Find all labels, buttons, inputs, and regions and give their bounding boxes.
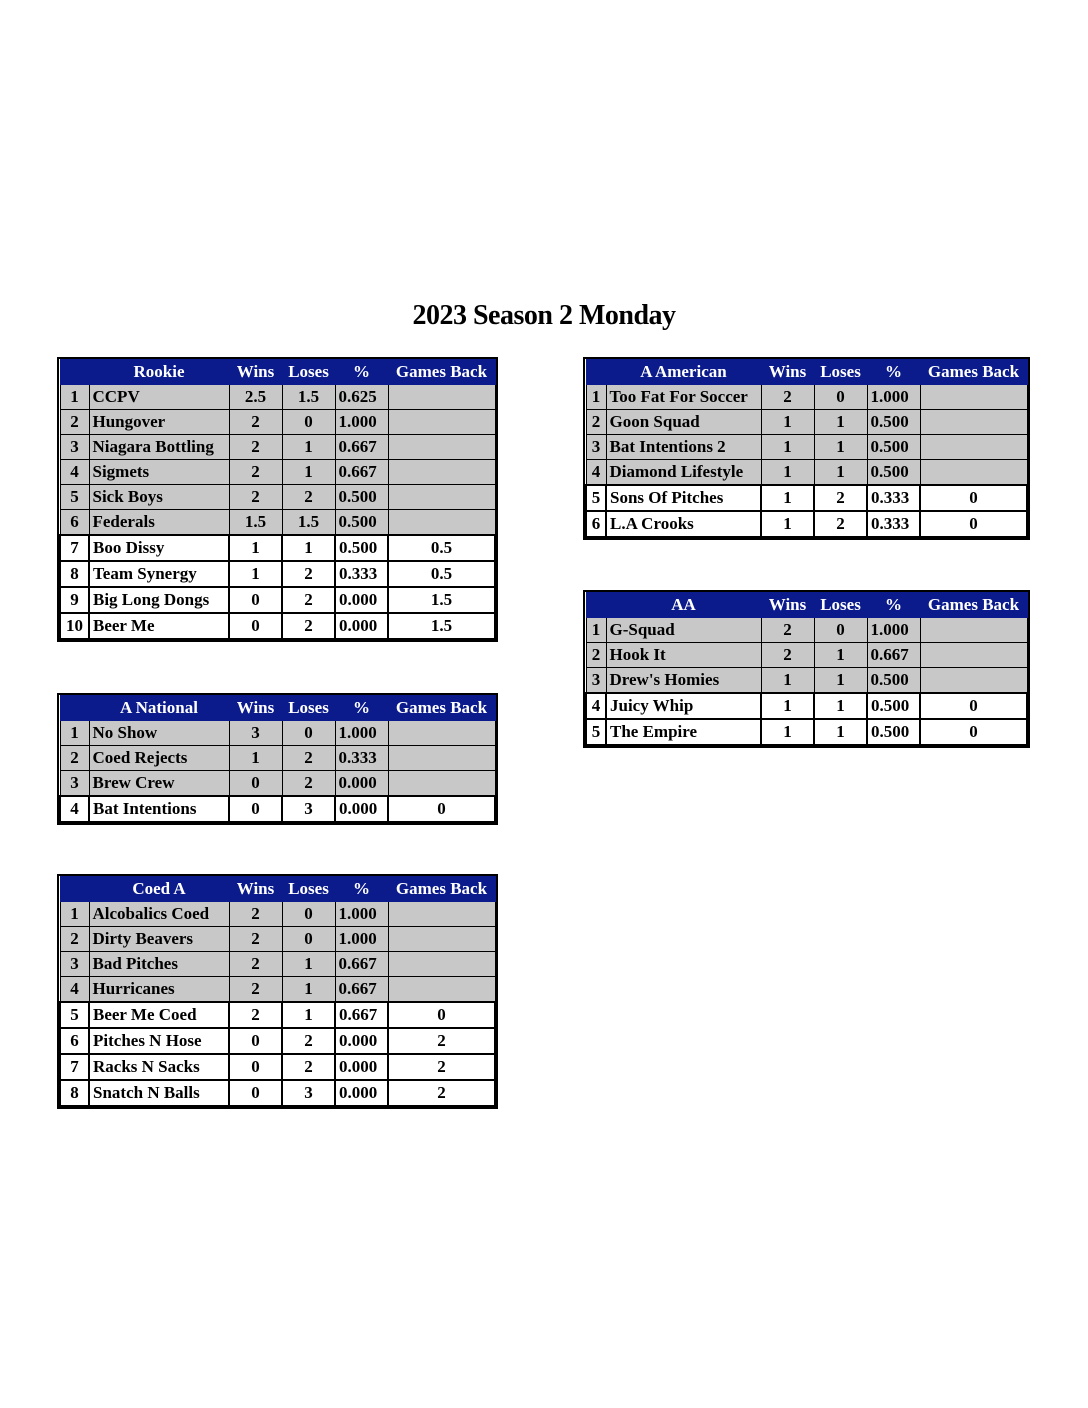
team-name: The Empire <box>606 719 761 745</box>
table-row <box>60 771 495 797</box>
team-name: Sick Boys <box>89 485 229 510</box>
wins-cell: 0 <box>229 613 282 639</box>
pct-cell: 0.500 <box>335 485 388 510</box>
loses-cell: 1.5 <box>282 385 335 410</box>
division-name: Rookie <box>89 360 229 385</box>
th-rank-blank <box>60 360 89 385</box>
games-back-cell <box>388 746 495 771</box>
wins-cell: 2 <box>229 977 282 1003</box>
th-rank-blank <box>586 593 606 618</box>
rank-cell: 1 <box>586 385 606 410</box>
team-name: Federals <box>89 510 229 536</box>
table-row <box>586 410 1027 435</box>
rank-cell: 3 <box>60 771 89 797</box>
wins-cell: 0 <box>229 1080 282 1106</box>
pct-cell: 0.000 <box>335 796 388 822</box>
pct-cell: 0.625 <box>335 385 388 410</box>
games-back-cell <box>920 668 1027 694</box>
team-name: Sons Of Pitches <box>606 485 761 511</box>
standings-table-aa <box>585 592 1028 746</box>
wins-cell: 1 <box>761 511 814 537</box>
table-row <box>586 643 1027 668</box>
loses-cell: 1 <box>282 952 335 977</box>
division-name: AA <box>606 593 761 618</box>
wins-cell: 2 <box>229 952 282 977</box>
games-back-cell: 0 <box>920 719 1027 745</box>
column-header-games-back: Games Back <box>388 696 495 721</box>
th-rank-blank <box>586 360 606 385</box>
wins-cell: 1 <box>761 668 814 694</box>
loses-cell: 3 <box>282 1080 335 1106</box>
column-header-games-back: Games Back <box>920 360 1027 385</box>
team-name: Big Long Dongs <box>89 587 229 613</box>
games-back-cell <box>388 385 495 410</box>
team-name: Hook It <box>606 643 761 668</box>
team-name: Too Fat For Soccer <box>606 385 761 410</box>
wins-cell: 0 <box>229 1028 282 1054</box>
table-row <box>586 511 1027 537</box>
loses-cell: 2 <box>282 771 335 797</box>
games-back-cell <box>388 927 495 952</box>
loses-cell: 0 <box>282 927 335 952</box>
games-back-cell: 1.5 <box>388 613 495 639</box>
table-row <box>60 952 495 977</box>
loses-cell: 1 <box>814 460 867 486</box>
th-rank-blank <box>60 877 89 902</box>
table-row <box>60 485 495 510</box>
table-row <box>60 796 495 822</box>
wins-cell: 2 <box>229 485 282 510</box>
rank-cell: 2 <box>60 410 89 435</box>
games-back-cell: 0 <box>388 796 495 822</box>
rank-cell: 1 <box>60 721 89 746</box>
pct-cell: 0.667 <box>335 952 388 977</box>
loses-cell: 1 <box>814 719 867 745</box>
team-name: Team Synergy <box>89 561 229 587</box>
games-back-cell <box>388 485 495 510</box>
column-header-wins: Wins <box>229 360 282 385</box>
table-row <box>586 435 1027 460</box>
table-row <box>586 618 1027 643</box>
wins-cell: 2 <box>229 927 282 952</box>
wins-cell: 2 <box>229 1002 282 1028</box>
rank-cell: 3 <box>586 435 606 460</box>
rank-cell: 6 <box>60 1028 89 1054</box>
th-rank-blank <box>60 696 89 721</box>
division-name: A National <box>89 696 229 721</box>
team-name: Snatch N Balls <box>89 1080 229 1106</box>
column-header-games-back: Games Back <box>388 877 495 902</box>
team-name: Hurricanes <box>89 977 229 1003</box>
loses-cell: 2 <box>282 746 335 771</box>
table-row <box>60 902 495 927</box>
column-header-loses: Loses <box>814 360 867 385</box>
rank-cell: 1 <box>60 902 89 927</box>
table-row <box>60 721 495 746</box>
loses-cell: 1 <box>282 460 335 485</box>
wins-cell: 2 <box>229 435 282 460</box>
games-back-cell <box>920 410 1027 435</box>
table-row <box>60 1002 495 1028</box>
pct-cell: 0.333 <box>335 561 388 587</box>
pct-cell: 0.500 <box>867 410 920 435</box>
pct-cell: 0.000 <box>335 1080 388 1106</box>
rank-cell: 5 <box>60 1002 89 1028</box>
table-row <box>60 1054 495 1080</box>
rank-cell: 3 <box>60 952 89 977</box>
team-name: Diamond Lifestyle <box>606 460 761 486</box>
rank-cell: 4 <box>60 977 89 1003</box>
pct-cell: 0.500 <box>867 693 920 719</box>
column-header-pct: % <box>867 360 920 385</box>
rank-cell: 2 <box>586 643 606 668</box>
games-back-cell: 0 <box>920 511 1027 537</box>
team-name: G-Squad <box>606 618 761 643</box>
wins-cell: 1.5 <box>229 510 282 536</box>
rank-cell: 1 <box>586 618 606 643</box>
games-back-cell <box>388 902 495 927</box>
team-name: Drew's Homies <box>606 668 761 694</box>
team-name: Racks N Sacks <box>89 1054 229 1080</box>
games-back-cell <box>920 643 1027 668</box>
table-row <box>586 485 1027 511</box>
rank-cell: 3 <box>60 435 89 460</box>
team-name: Niagara Bottling <box>89 435 229 460</box>
games-back-cell <box>388 510 495 536</box>
pct-cell: 0.000 <box>335 1054 388 1080</box>
games-back-cell <box>388 721 495 746</box>
wins-cell: 0 <box>229 587 282 613</box>
wins-cell: 1 <box>761 460 814 486</box>
pct-cell: 0.000 <box>335 613 388 639</box>
loses-cell: 3 <box>282 796 335 822</box>
games-back-cell: 2 <box>388 1054 495 1080</box>
pct-cell: 0.333 <box>867 485 920 511</box>
table-row <box>60 435 495 460</box>
wins-cell: 2 <box>229 410 282 435</box>
column-header-wins: Wins <box>761 593 814 618</box>
standings-table-a-national <box>59 695 496 823</box>
table-row <box>60 587 495 613</box>
team-name: CCPV <box>89 385 229 410</box>
rank-cell: 4 <box>60 460 89 485</box>
loses-cell: 0 <box>282 721 335 746</box>
pct-cell: 0.500 <box>867 460 920 486</box>
loses-cell: 2 <box>814 511 867 537</box>
column-header-pct: % <box>335 696 388 721</box>
table-row <box>60 410 495 435</box>
table-row <box>60 927 495 952</box>
column-header-games-back: Games Back <box>920 593 1027 618</box>
header-row <box>60 877 495 902</box>
games-back-cell <box>388 977 495 1003</box>
rank-cell: 5 <box>586 719 606 745</box>
table-row <box>586 719 1027 745</box>
wins-cell: 2 <box>229 460 282 485</box>
games-back-cell <box>920 460 1027 486</box>
wins-cell: 1 <box>229 561 282 587</box>
pct-cell: 0.667 <box>335 460 388 485</box>
table-row <box>60 510 495 536</box>
games-back-cell: 0 <box>388 1002 495 1028</box>
team-name: Goon Squad <box>606 410 761 435</box>
rank-cell: 2 <box>60 746 89 771</box>
wins-cell: 0 <box>229 1054 282 1080</box>
games-back-cell <box>388 771 495 797</box>
rank-cell: 7 <box>60 535 89 561</box>
wins-cell: 3 <box>229 721 282 746</box>
games-back-cell: 0.5 <box>388 535 495 561</box>
loses-cell: 1 <box>814 410 867 435</box>
rank-cell: 2 <box>586 410 606 435</box>
pct-cell: 0.500 <box>335 535 388 561</box>
pct-cell: 0.500 <box>867 435 920 460</box>
rank-cell: 8 <box>60 1080 89 1106</box>
loses-cell: 2 <box>282 613 335 639</box>
wins-cell: 1 <box>229 746 282 771</box>
rank-cell: 7 <box>60 1054 89 1080</box>
loses-cell: 1 <box>814 435 867 460</box>
column-header-wins: Wins <box>229 877 282 902</box>
header-row <box>60 360 495 385</box>
wins-cell: 2 <box>761 618 814 643</box>
page-title: 2023 Season 2 Monday <box>412 300 676 331</box>
division-name: A American <box>606 360 761 385</box>
column-header-games-back: Games Back <box>388 360 495 385</box>
rank-cell: 10 <box>60 613 89 639</box>
header-row <box>586 593 1027 618</box>
pct-cell: 1.000 <box>335 410 388 435</box>
team-name: Brew Crew <box>89 771 229 797</box>
table-row <box>60 977 495 1003</box>
standings-table-coed-a <box>59 876 496 1107</box>
team-name: Bat Intentions <box>89 796 229 822</box>
column-header-pct: % <box>335 877 388 902</box>
rank-cell: 3 <box>586 668 606 694</box>
rank-cell: 4 <box>586 693 606 719</box>
loses-cell: 1.5 <box>282 510 335 536</box>
wins-cell: 1 <box>761 719 814 745</box>
loses-cell: 0 <box>814 618 867 643</box>
pct-cell: 0.000 <box>335 1028 388 1054</box>
rank-cell: 4 <box>586 460 606 486</box>
games-back-cell: 2 <box>388 1080 495 1106</box>
pct-cell: 0.667 <box>335 977 388 1003</box>
pct-cell: 1.000 <box>867 385 920 410</box>
team-name: Bad Pitches <box>89 952 229 977</box>
table-row <box>60 613 495 639</box>
rank-cell: 5 <box>60 485 89 510</box>
pct-cell: 0.667 <box>335 1002 388 1028</box>
table-row <box>60 385 495 410</box>
team-name: Boo Dissy <box>89 535 229 561</box>
team-name: Beer Me Coed <box>89 1002 229 1028</box>
games-back-cell: 1.5 <box>388 587 495 613</box>
games-back-cell: 0 <box>920 485 1027 511</box>
loses-cell: 1 <box>814 643 867 668</box>
table-row <box>60 1028 495 1054</box>
team-name: Hungover <box>89 410 229 435</box>
standings-table-rookie <box>59 359 496 640</box>
standings-table-a-american <box>585 359 1028 538</box>
wins-cell: 1 <box>229 535 282 561</box>
wins-cell: 1 <box>761 435 814 460</box>
games-back-cell <box>388 952 495 977</box>
table-row <box>60 1080 495 1106</box>
loses-cell: 0 <box>282 410 335 435</box>
pct-cell: 0.333 <box>867 511 920 537</box>
rank-cell: 6 <box>60 510 89 536</box>
pct-cell: 1.000 <box>867 618 920 643</box>
loses-cell: 1 <box>282 535 335 561</box>
team-name: Pitches N Hose <box>89 1028 229 1054</box>
wins-cell: 1 <box>761 485 814 511</box>
team-name: L.A Crooks <box>606 511 761 537</box>
wins-cell: 2 <box>761 385 814 410</box>
team-name: No Show <box>89 721 229 746</box>
loses-cell: 2 <box>282 485 335 510</box>
rank-cell: 1 <box>60 385 89 410</box>
pct-cell: 1.000 <box>335 721 388 746</box>
table-row <box>60 535 495 561</box>
division-name: Coed A <box>89 877 229 902</box>
rank-cell: 9 <box>60 587 89 613</box>
column-header-pct: % <box>335 360 388 385</box>
wins-cell: 2.5 <box>229 385 282 410</box>
column-header-loses: Loses <box>282 877 335 902</box>
pct-cell: 0.000 <box>335 587 388 613</box>
table-row <box>586 385 1027 410</box>
table-row <box>586 693 1027 719</box>
pct-cell: 0.500 <box>335 510 388 536</box>
games-back-cell <box>388 435 495 460</box>
wins-cell: 0 <box>229 771 282 797</box>
team-name: Alcobalics Coed <box>89 902 229 927</box>
column-header-pct: % <box>867 593 920 618</box>
wins-cell: 0 <box>229 796 282 822</box>
rank-cell: 4 <box>60 796 89 822</box>
loses-cell: 1 <box>814 668 867 694</box>
team-name: Sigmets <box>89 460 229 485</box>
games-back-cell <box>388 460 495 485</box>
wins-cell: 2 <box>229 902 282 927</box>
loses-cell: 2 <box>282 1054 335 1080</box>
games-back-cell: 0.5 <box>388 561 495 587</box>
rank-cell: 6 <box>586 511 606 537</box>
pct-cell: 0.667 <box>867 643 920 668</box>
loses-cell: 1 <box>282 977 335 1003</box>
wins-cell: 1 <box>761 693 814 719</box>
table-row <box>60 746 495 771</box>
games-back-cell: 2 <box>388 1028 495 1054</box>
team-name: Juicy Whip <box>606 693 761 719</box>
games-back-cell <box>388 410 495 435</box>
pct-cell: 0.500 <box>867 668 920 694</box>
column-header-loses: Loses <box>282 696 335 721</box>
loses-cell: 1 <box>282 435 335 460</box>
table-row <box>586 668 1027 694</box>
games-back-cell: 0 <box>920 693 1027 719</box>
pct-cell: 0.667 <box>335 435 388 460</box>
loses-cell: 2 <box>814 485 867 511</box>
team-name: Dirty Beavers <box>89 927 229 952</box>
team-name: Beer Me <box>89 613 229 639</box>
table-row <box>60 561 495 587</box>
pct-cell: 1.000 <box>335 902 388 927</box>
column-header-loses: Loses <box>282 360 335 385</box>
rank-cell: 5 <box>586 485 606 511</box>
loses-cell: 2 <box>282 561 335 587</box>
rank-cell: 8 <box>60 561 89 587</box>
games-back-cell <box>920 618 1027 643</box>
header-row <box>60 696 495 721</box>
column-header-loses: Loses <box>814 593 867 618</box>
header-row <box>586 360 1027 385</box>
rank-cell: 2 <box>60 927 89 952</box>
team-name: Bat Intentions 2 <box>606 435 761 460</box>
games-back-cell <box>920 435 1027 460</box>
loses-cell: 2 <box>282 1028 335 1054</box>
loses-cell: 1 <box>814 693 867 719</box>
table-row <box>586 460 1027 486</box>
games-back-cell <box>920 385 1027 410</box>
loses-cell: 1 <box>282 1002 335 1028</box>
table-row <box>60 460 495 485</box>
pct-cell: 0.500 <box>867 719 920 745</box>
team-name: Coed Rejects <box>89 746 229 771</box>
wins-cell: 2 <box>761 643 814 668</box>
column-header-wins: Wins <box>761 360 814 385</box>
pct-cell: 0.333 <box>335 746 388 771</box>
wins-cell: 1 <box>761 410 814 435</box>
loses-cell: 0 <box>282 902 335 927</box>
loses-cell: 0 <box>814 385 867 410</box>
column-header-wins: Wins <box>229 696 282 721</box>
pct-cell: 0.000 <box>335 771 388 797</box>
pct-cell: 1.000 <box>335 927 388 952</box>
loses-cell: 2 <box>282 587 335 613</box>
